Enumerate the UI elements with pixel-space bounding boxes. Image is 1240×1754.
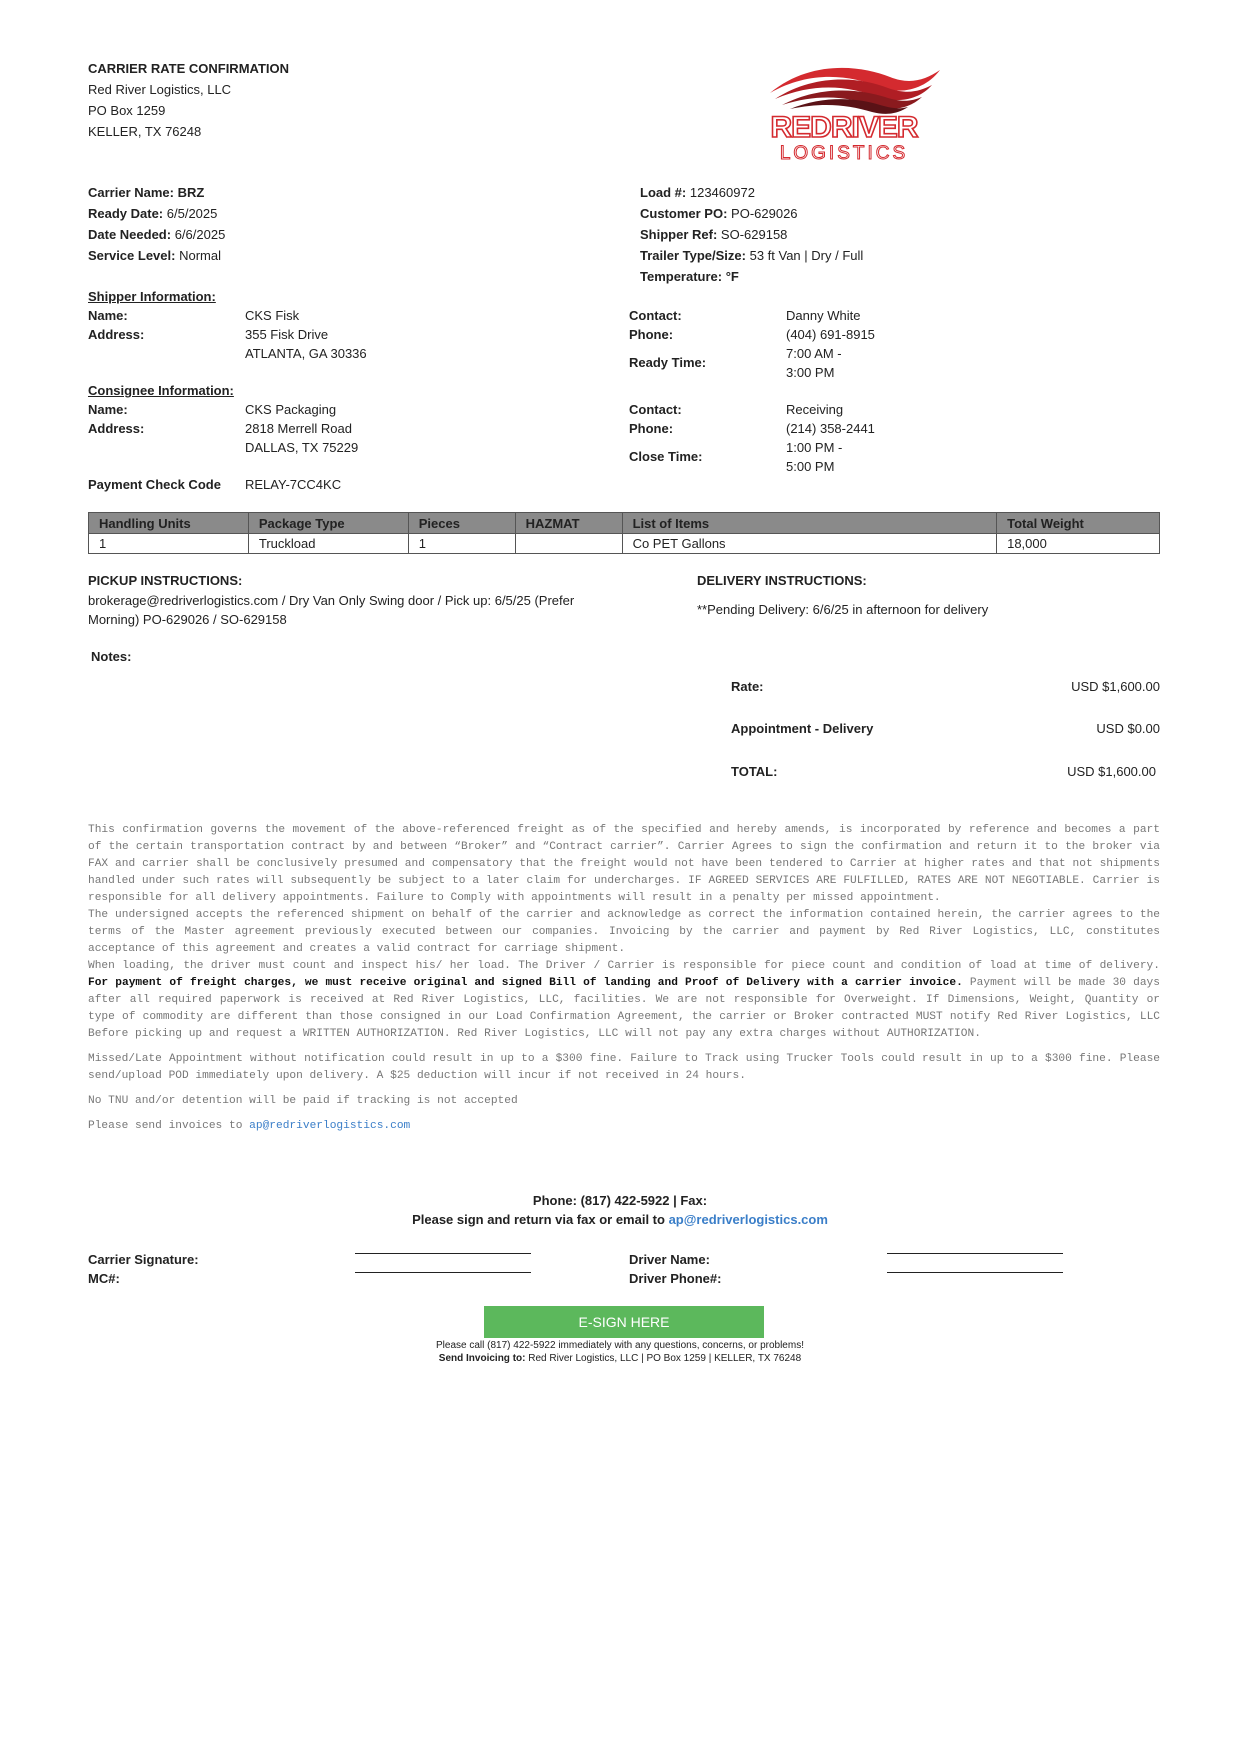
terms-paragraph-4: Missed/Late Appointment without notification could result in up to a $300 fine. Failure to Track using Trucker Tools could result in up to a $300 fine. Please send/upload POD immediately upon delivery. A $25 deduction will incur if not received in 24 hours. bbox=[88, 1053, 1160, 1082]
shipper-ref: Shipper Ref: SO-629158 bbox=[640, 227, 788, 242]
trailer-type: Trailer Type/Size: 53 ft Van | Dry / Full bbox=[640, 248, 864, 263]
temperature: Temperature: °F bbox=[640, 269, 739, 284]
company-address-1: PO Box 1259 bbox=[88, 103, 166, 118]
pickup-line-1: brokerage@redriverlogistics.com / Dry Van Only Swing door / Pick up: 6/5/25 (Prefer bbox=[88, 593, 575, 608]
terms-paragraph-2: The undersigned accepts the referenced shipment on behalf of the carrier and acknowledge as correct the information contained herein, the carrier agrees to the terms of the Master agreement previously executed between our companies. Invoicing by the carrier and payment by Red River Logistics, LLC, constitutes acceptance of this agreement and creates a valid contract for carriage shipment. bbox=[88, 909, 1160, 955]
shipper-contact-label: Contact: bbox=[629, 308, 682, 323]
shipper-name: CKS Fisk bbox=[245, 308, 300, 323]
carrier-signature-label: Carrier Signature: bbox=[88, 1252, 199, 1267]
col-total-weight: Total Weight bbox=[997, 513, 1160, 534]
company-address-2: KELLER, TX 76248 bbox=[88, 124, 202, 139]
date-needed: Date Needed: 6/6/2025 bbox=[88, 227, 226, 242]
consignee-name-label: Name: bbox=[88, 402, 128, 417]
col-handling-units: Handling Units bbox=[89, 513, 249, 534]
document-title: CARRIER RATE CONFIRMATION bbox=[88, 61, 290, 76]
shipper-address-1: 355 Fisk Drive bbox=[245, 327, 329, 342]
appointment-value: USD $0.00 bbox=[1096, 721, 1160, 736]
ready-date: Ready Date: 6/5/2025 bbox=[88, 206, 218, 221]
shipper-name-label: Name: bbox=[88, 308, 128, 323]
cell-list-of-items: Co PET Gallons bbox=[622, 534, 997, 554]
pickup-line-2: Morning) PO-629026 / SO-629158 bbox=[88, 612, 287, 627]
consignee-address-1: 2818 Merrell Road bbox=[245, 421, 352, 436]
consignee-contact: Receiving bbox=[786, 402, 844, 417]
svg-text:LOGISTICS: LOGISTICS bbox=[779, 143, 909, 164]
shipper-phone-label: Phone: bbox=[629, 327, 674, 342]
shipper-heading: Shipper Information: bbox=[88, 289, 216, 304]
terms-paragraph-5: No TNU and/or detention will be paid if tracking is not accepted bbox=[88, 1095, 518, 1107]
load-number: Load #: 123460972 bbox=[640, 185, 755, 200]
terms-paragraph-6: Please send invoices to ap@redriverlogistics.com bbox=[88, 1120, 411, 1132]
shipper-address-label: Address: bbox=[88, 327, 145, 342]
consignee-address-label: Address: bbox=[88, 421, 145, 436]
ready-time-label: Ready Time: bbox=[629, 355, 707, 370]
cell-package-type: Truckload bbox=[248, 534, 408, 554]
items-table-header bbox=[89, 513, 1160, 534]
items-table bbox=[88, 512, 1160, 554]
mc-label: MC#: bbox=[88, 1271, 120, 1286]
terms-paragraph-3: When loading, the driver must count and inspect his/ her load. The Driver / Carrier is responsible for piece count and condition of load at time of delivery. For payment of freight charges, we must receive original and signed Bill of landing and Proof of Delivery with a carrier invoice. Payment will be made 30 days after all required paperwork is received at Red River Logistics, LLC, facilities. We are not responsible for Overweight. If Dimensions, Weight, Quantity or type of commodity are different than those consigned in our Load Confirmation Agreement, the carrier or Broker contracted MUST notify Red River Logistics, LLC Before picking up and request a WRITTEN AUTHORIZATION. Red River Logistics, LLC will not pay any extra charges without AUTHORIZATION. bbox=[88, 960, 1160, 1040]
consignee-heading: Consignee Information: bbox=[88, 383, 234, 398]
col-pieces: Pieces bbox=[408, 513, 515, 534]
consignee-phone: (214) 358-2441 bbox=[786, 421, 875, 436]
cell-hazmat bbox=[515, 534, 622, 554]
rate-label: Rate: bbox=[731, 679, 764, 694]
carrier-signature-line[interactable] bbox=[355, 1253, 531, 1254]
company-name: Red River Logistics, LLC bbox=[88, 82, 232, 97]
svg-text:REDRIVER: REDRIVER bbox=[770, 111, 918, 144]
close-time-1: 1:00 PM - bbox=[786, 440, 843, 455]
ready-time-1: 7:00 AM - bbox=[786, 346, 842, 361]
consignee-contact-label: Contact: bbox=[629, 402, 682, 417]
terms-paragraph-1: This confirmation governs the movement of the above-referenced freight as of the specified and hereby amends, is incorporated by reference and becomes a part of the certain transportation contract by and between “Broker” and “Contract carrier”. Carrier Agrees to sign the confirmation and return it to the broker via FAX and carrier shall be conclusively presumed and compensatory that the freight would not have been tendered to Carrier at higher rates and that not shipments handled under such rates will subsequently be subject to a later claim for undercharges. IF AGREED SERVICES ARE FULFILLED, RATES ARE NOT NEGOTIABLE. Carrier is responsible for all delivery appointments. Failure to Comply with appointments will result in a penalty per missed appointment. bbox=[88, 824, 1160, 904]
footer-invoicing-line: Send Invoicing to: Red River Logistics, LLC | PO Box 1259 | KELLER, TX 76248 bbox=[438, 1353, 802, 1364]
esign-button[interactable]: E-SIGN HERE bbox=[484, 1306, 764, 1338]
service-level: Service Level: Normal bbox=[88, 248, 221, 263]
total-value: USD $1,600.00 bbox=[1067, 764, 1156, 779]
shipper-address-2: ATLANTA, GA 30336 bbox=[245, 346, 367, 361]
invoice-email-link[interactable]: ap@redriverlogistics.com bbox=[249, 1120, 411, 1132]
red-river-logo bbox=[740, 55, 950, 165]
driver-name-label: Driver Name: bbox=[629, 1252, 710, 1267]
terms-block bbox=[88, 822, 1160, 1135]
cell-pieces: 1 bbox=[408, 534, 515, 554]
mc-line[interactable] bbox=[355, 1272, 531, 1273]
close-time-label: Close Time: bbox=[629, 449, 703, 464]
carrier-name: Carrier Name: BRZ bbox=[88, 185, 205, 200]
payment-check-label: Payment Check Code bbox=[88, 477, 221, 492]
sign-return-line: Please sign and return via fax or email to ap@redriverlogistics.com bbox=[412, 1212, 828, 1227]
shipper-phone: (404) 691-8915 bbox=[786, 327, 875, 342]
close-time-2: 5:00 PM bbox=[786, 459, 835, 474]
consignee-name: CKS Packaging bbox=[245, 402, 337, 417]
pickup-heading: PICKUP INSTRUCTIONS: bbox=[88, 573, 243, 588]
consignee-address-2: DALLAS, TX 75229 bbox=[245, 440, 359, 455]
phone-fax-line: Phone: (817) 422-5922 | Fax: bbox=[532, 1193, 708, 1208]
cell-handling-units: 1 bbox=[89, 534, 249, 554]
sign-email-link[interactable]: ap@redriverlogistics.com bbox=[668, 1212, 828, 1227]
ready-time-2: 3:00 PM bbox=[786, 365, 835, 380]
footer-call-line: Please call (817) 422-5922 immediately with any questions, concerns, or problems! bbox=[436, 1340, 804, 1351]
driver-phone-line[interactable] bbox=[887, 1272, 1063, 1273]
cell-total-weight: 18,000 bbox=[997, 534, 1160, 554]
appointment-label: Appointment - Delivery bbox=[731, 721, 874, 736]
col-package-type: Package Type bbox=[248, 513, 408, 534]
shipper-contact: Danny White bbox=[786, 308, 861, 323]
total-label: TOTAL: bbox=[731, 764, 778, 779]
consignee-phone-label: Phone: bbox=[629, 421, 674, 436]
driver-phone-label: Driver Phone#: bbox=[629, 1271, 722, 1286]
col-hazmat: HAZMAT bbox=[515, 513, 622, 534]
table-row bbox=[89, 534, 1160, 554]
delivery-heading: DELIVERY INSTRUCTIONS: bbox=[697, 573, 867, 588]
col-list-of-items: List of Items bbox=[622, 513, 997, 534]
payment-check-code: RELAY-7CC4KC bbox=[245, 477, 342, 492]
driver-name-line[interactable] bbox=[887, 1253, 1063, 1254]
rate-value: USD $1,600.00 bbox=[1071, 679, 1160, 694]
customer-po: Customer PO: PO-629026 bbox=[640, 206, 798, 221]
notes-label: Notes: bbox=[91, 649, 132, 664]
delivery-text: **Pending Delivery: 6/6/25 in afternoon for delivery bbox=[697, 602, 989, 617]
